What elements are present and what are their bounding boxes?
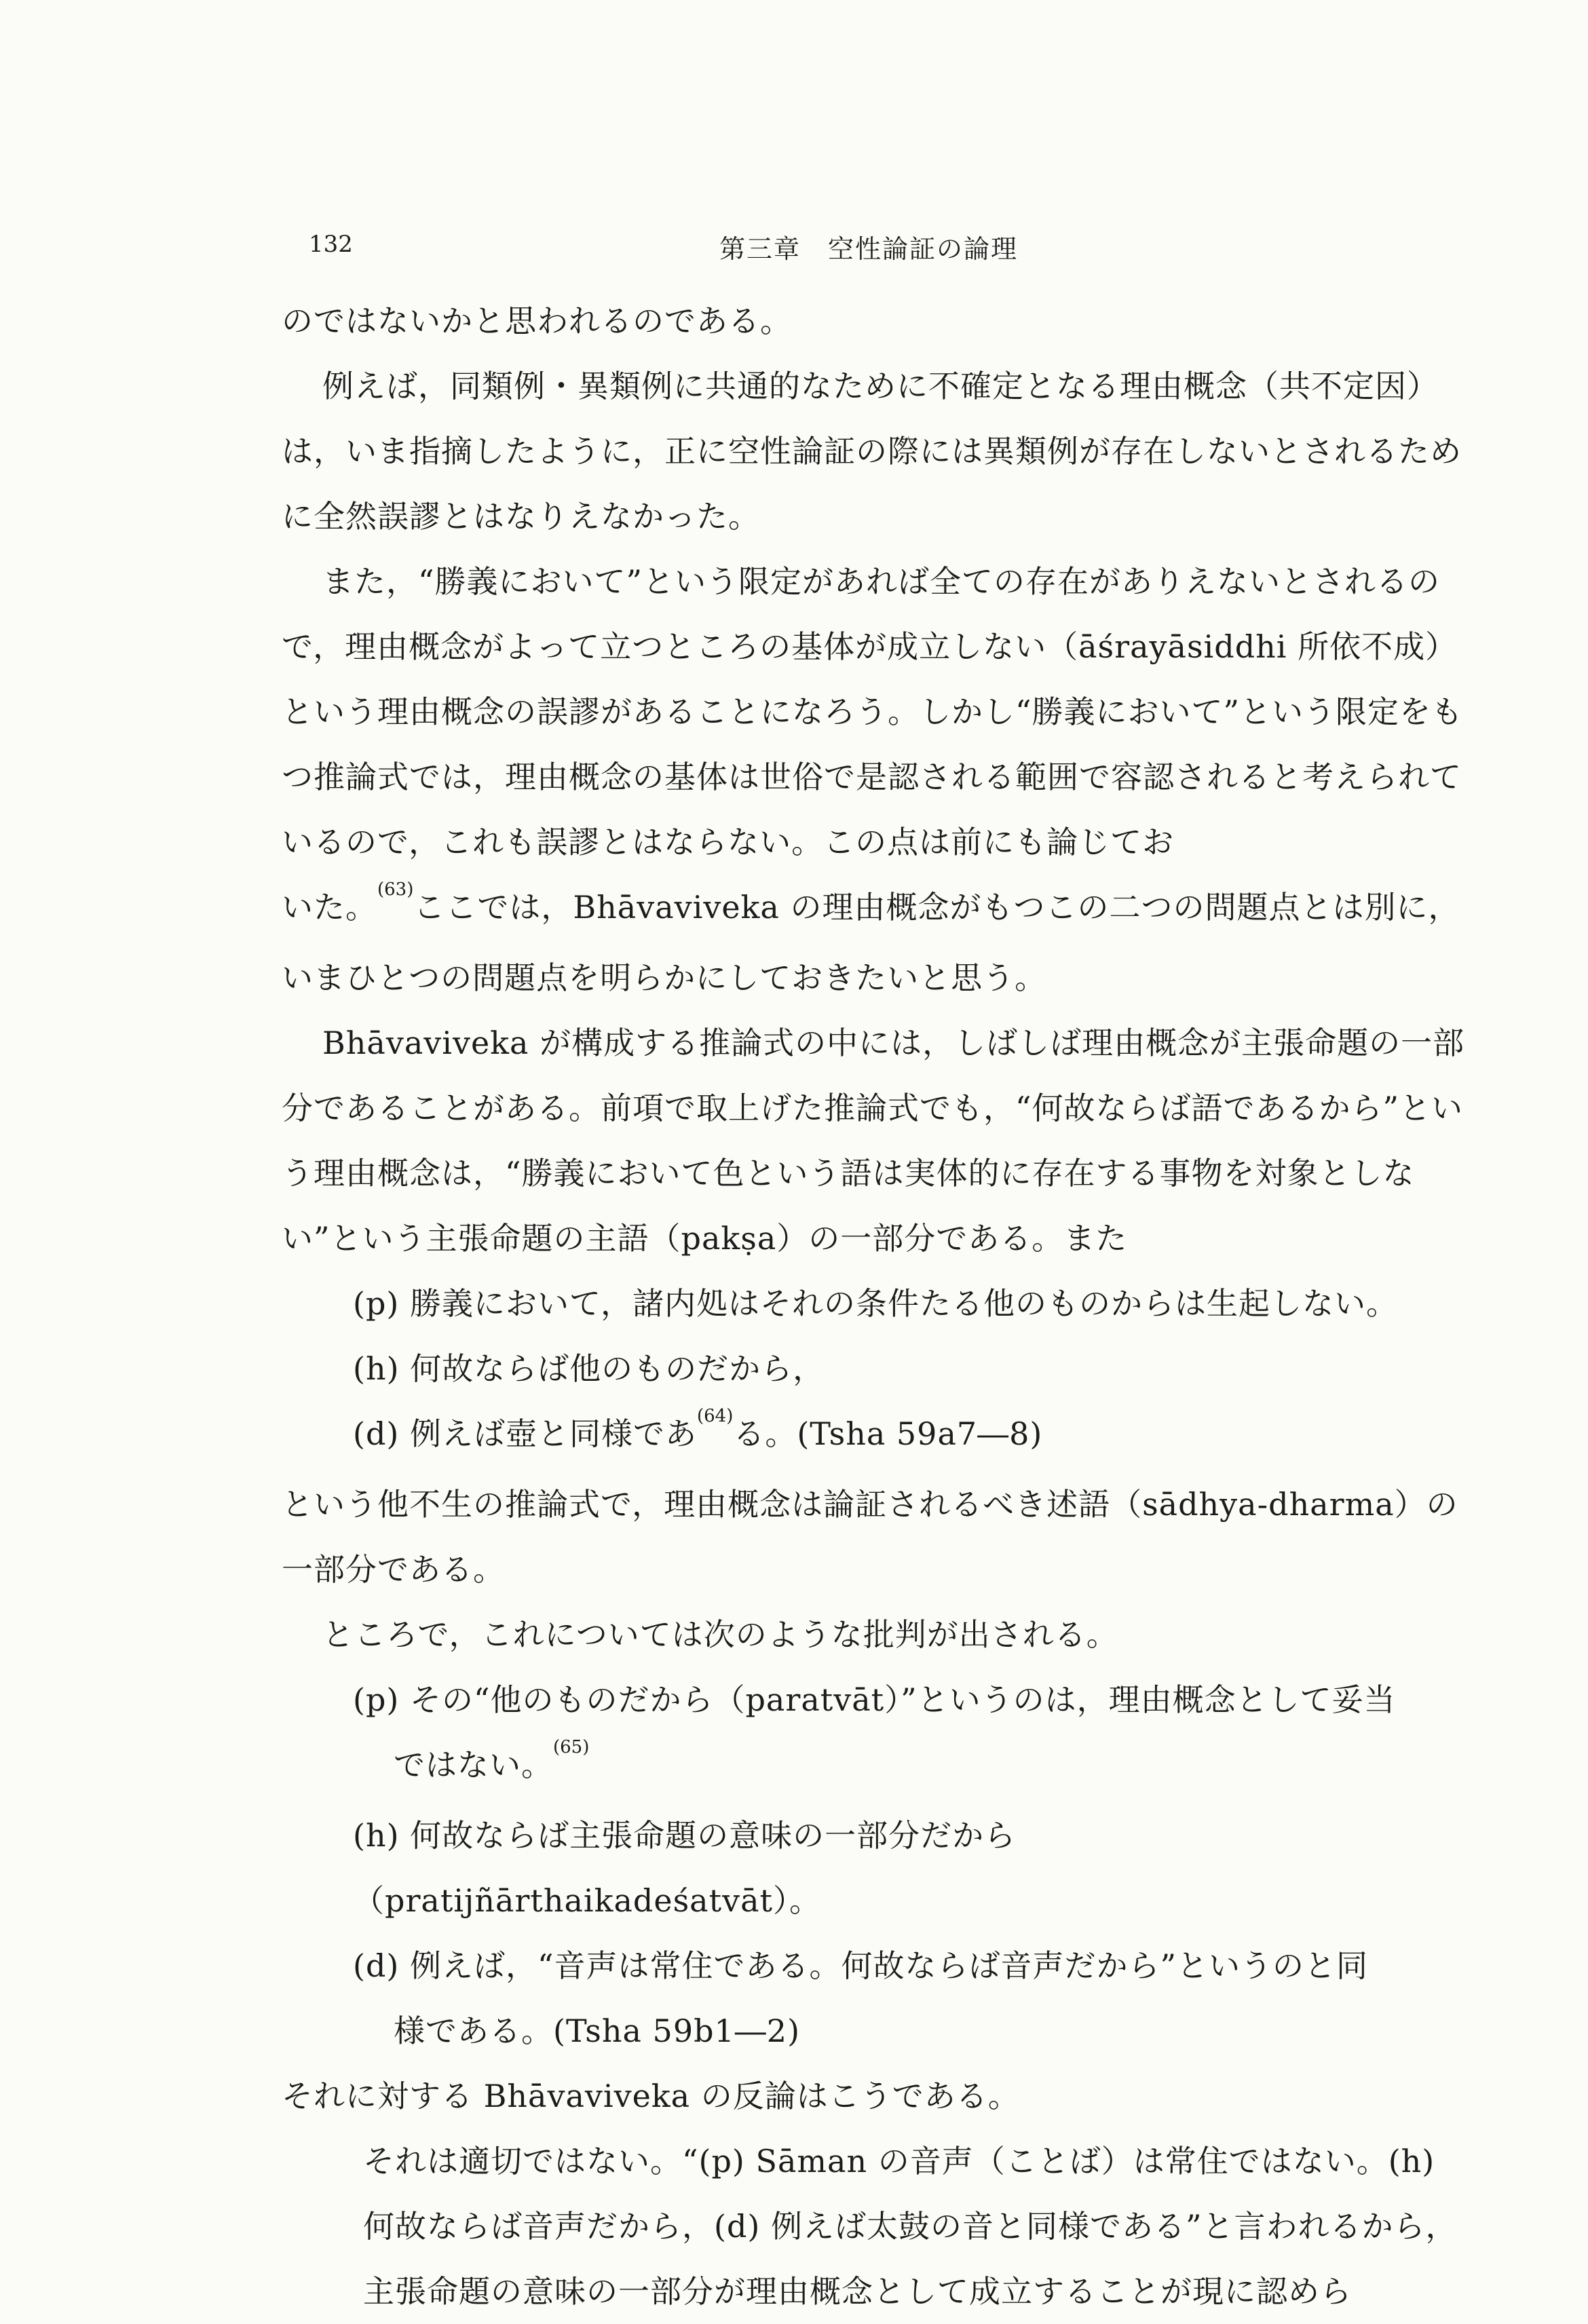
syllogism-line: (p) その“他のものだから（paratvāt）”というのは，理由概念として妥当 bbox=[353, 1681, 1396, 1718]
syllogism-line-cont: 様である。(Tsha 59b1―2) bbox=[394, 2013, 801, 2049]
paragraph: Bhāvaviveka が構成する推論式の中には，しばしば理由概念が主張命題の一部分であることがある。前項で取上げた推論式でも，“何故ならば語であるから”という理由概念は，“勝義において色という語は実体的に存在する事物を対象としない”という主張命題の主語（pakṣa）の一部分である。また bbox=[282, 1025, 1465, 1257]
syllogism-line: (h) 何故ならば他のものだから， bbox=[353, 1350, 825, 1387]
paragraph: ところで，これについては次のような批判が出される。 bbox=[322, 1616, 1118, 1653]
syllogism-line: (p) 勝義において，諸内処はそれの条件たる他のものからは生起しない。 bbox=[353, 1285, 1399, 1322]
page-header bbox=[309, 231, 1476, 271]
page-body bbox=[282, 288, 1476, 2324]
syllogism-line-cont: ではない。$^{(65)}$ bbox=[394, 1737, 590, 1783]
syllogism-line: (h) 何故ならば主張命題の意味の一部分だから（pratijñārthaikadeśatvāt）。 bbox=[353, 1817, 1017, 1919]
paragraph: いた。$^{(63)}$ここでは，Bhāvaviveka の理由概念がもつこの二つの問題点とは別に，いまひとつの問題点を明らかにしておきたいと思う。 bbox=[282, 879, 1460, 996]
footnote-ref: (63) bbox=[377, 879, 414, 900]
paragraph: のではないかと思われるのである。 bbox=[282, 303, 792, 339]
paragraph: 例えば，同類例・異類例に共通的なために不確定となる理由概念（共不定因）は，いま指摘したように，正に空性論証の際には異類例が存在しないとされるために全然誤謬とはなりえなかった。 bbox=[282, 368, 1462, 535]
syllogism-line: (d) 例えば，“音声は常住である。何故ならば音声だから”というのと同 bbox=[353, 1947, 1368, 1984]
block-quote: それは適切ではない。“(p) Sāman の音声（ことば）は常住ではない。(h) 何故ならば音声だから，(d) 例えば太鼓の音と同様である”と言われるから，主張命題の意味の一部分が理由概念として成立することが現に認めら bbox=[363, 2143, 1458, 2310]
page-number: 132 bbox=[309, 231, 353, 258]
footnote-ref: (65) bbox=[553, 1737, 590, 1757]
footnote-ref: (64) bbox=[696, 1406, 734, 1426]
paragraph: それに対する Bhāvaviveka の反論はこうである。 bbox=[282, 2078, 1020, 2114]
syllogism-line: (d) 例えば壺と同様であ$^{(64)}$る。(Tsha 59a7―8) bbox=[353, 1406, 1043, 1452]
paragraph: という他不生の推論式で，理由概念は論証されるべき述語（sādhya-dharma）の一部分である。 bbox=[282, 1486, 1458, 1588]
running-title: 第三章 空性論証の論理 bbox=[719, 234, 1019, 264]
paragraph: また，“勝義において”という限定があれば全ての存在がありえないとされるので，理由概念がよって立つところの基体が成立しない（āśrayāsiddhi 所依不成）という理由概念の誤謬があることになろう。しかし“勝義において”という限定をもつ推論式では，理由概念の基体は世俗で是認される範囲で容認されると考えられているので，これも誤謬とはならない。この点は前にも論じてお bbox=[282, 563, 1464, 860]
